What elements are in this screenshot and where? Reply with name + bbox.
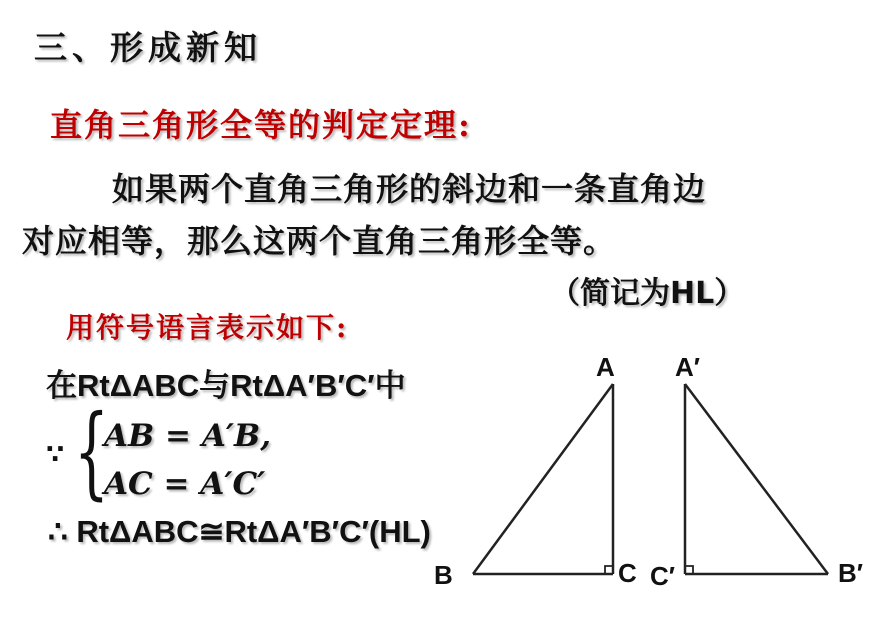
- vertex-label-c: C: [618, 558, 637, 588]
- triangle-abc: [473, 384, 613, 574]
- theorem-abbreviation: （简记为HL）: [550, 276, 745, 311]
- theorem-text-line1: 如果两个直角三角形的斜边和一条直角边: [112, 170, 707, 208]
- triangle-a-prime: [685, 384, 828, 574]
- theorem-title: 直角三角形全等的判定定理:: [50, 106, 472, 144]
- side-ab: [473, 384, 613, 574]
- equation-ab: AB = A′B,: [104, 418, 272, 454]
- conclusion-statement: ∴ RtΔABC≅RtΔA′B′C′(HL): [48, 514, 431, 549]
- side-a-prime-b-prime: [685, 384, 828, 574]
- left-brace: {: [74, 393, 109, 510]
- vertex-label-b: B: [434, 560, 453, 590]
- equation-ac: AC = A′C′: [104, 466, 266, 502]
- vertex-label-a-prime: A′: [675, 352, 701, 382]
- condition-statement: 在RtΔABC与RtΔA′B′C′中: [46, 368, 406, 403]
- vertex-label-a: A: [596, 352, 615, 382]
- because-symbol: ∵: [46, 440, 65, 470]
- section-title: 三、形成新知: [34, 28, 262, 67]
- symbolic-heading: 用符号语言表示如下:: [66, 311, 349, 344]
- vertex-label-b-prime: B′: [838, 558, 864, 588]
- theorem-text-line2: 对应相等，那么这两个直角三角形全等。: [22, 222, 617, 260]
- vertex-label-c-prime: C′: [650, 561, 676, 591]
